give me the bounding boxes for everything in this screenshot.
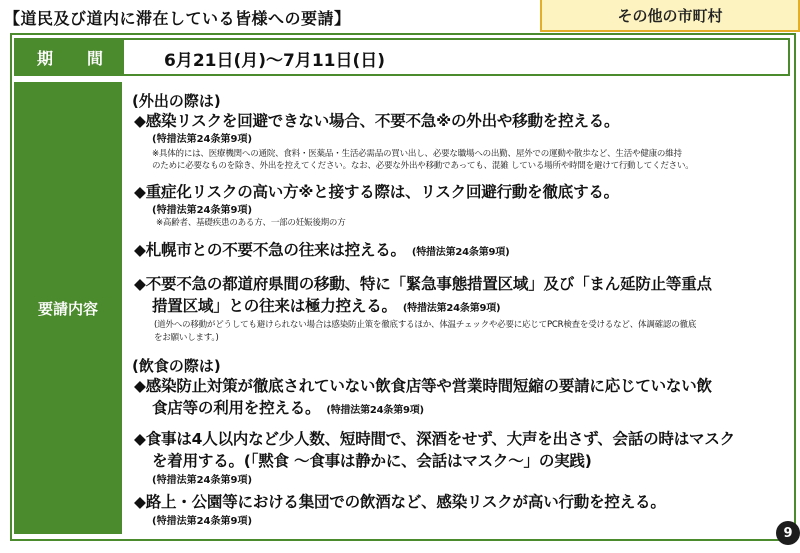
dining-item-1-line-2 [152,396,424,418]
outing-item-2-law: (特措法第24条第9項) [152,205,253,216]
dining-item-1-line-2-text: 食店等の利用を控える。 [152,399,321,417]
period-value: 6月21日(月)〜7月11日(日) [164,51,386,71]
period-row [14,38,790,76]
outing-item-4-note-2: をお願いします。) [154,333,219,343]
page-title: 【道民及び道内に滞在している皆様への要請】 [4,9,351,28]
outing-item-1-note-1: ※具体的には、医療機関への通院、食料・医薬品・生活必需品の買い出し、必要な職場への出勤、屋外での運動や散歩など、生活や健康の維持 [152,149,682,159]
outing-item-1-note-2: のために必要なものを除き、外出を控えてください。なお、必要な外出や移動であっても、混雑 している場所や時間を避けて行動してください。 [152,161,694,171]
outing-item-1: ◆感染リスクを回避できない場合、不要不急※の外出や移動を控える。 [134,112,620,130]
request-content [122,82,790,534]
outing-item-3 [134,238,509,260]
outing-item-4-line-1: ◆不要不急の都道府県間の移動、特に「緊急事態措置区域」及び「まん延防止等重点 [134,275,712,293]
period-label: 期間 [16,40,124,74]
dining-item-3: ◆路上・公園等における集団での飲酒など、感染リスクが高い行動を控える。 [134,493,666,511]
page-number: 9 [783,525,793,541]
outing-item-4-note-1: (道外への移動がどうしても避けられない場合は感染防止策を徹底するほか、体温チェックや必要に応じてPCR検査を受けるなど、体調確認の徹底 [154,320,697,330]
dining-item-2-law: (特措法第24条第9項) [152,475,253,486]
outing-item-4-line-2-text: 措置区域」との往来は極力控える。 [152,297,397,315]
dining-item-1-law: (特措法第24条第9項) [326,405,424,416]
outing-item-4-line-2 [152,294,500,316]
outing-item-3-law: (特措法第24条第9項) [411,247,510,258]
outing-heading: (外出の際は) [132,92,221,110]
outing-item-2-note: ※高齢者、基礎疾患のある方、一部の妊娠後期の方 [156,218,346,228]
outing-item-4-law: (特措法第24条第9項) [402,303,501,314]
page-number-badge [776,521,800,545]
dining-item-3-law: (特措法第24条第9項) [152,516,253,527]
outing-item-2: ◆重症化リスクの高い方※と接する際は、リスク回避行動を徹底する。 [134,183,619,201]
dining-item-2-line-1: ◆食事は4人以内など少人数、短時間で、深酒をせず、大声を出さず、会話の時はマスク [134,430,735,448]
request-label: 要請内容 [14,82,122,534]
region-badge [540,0,800,32]
region-label: その他の市町村 [617,6,723,25]
outing-item-3-text: ◆札幌市との不要不急の往来は控える。 [134,241,406,259]
dining-item-1-line-1: ◆感染防止対策が徹底されていない飲食店等や営業時間短縮の要請に応じていない飲 [134,377,712,395]
dining-heading: (飲食の際は) [132,357,221,375]
outing-item-1-law: (特措法第24条第9項) [152,134,253,145]
dining-item-2-line-2: を着用する。(「黙食 〜食事は静かに、会話はマスク〜」の実践) [152,452,592,470]
